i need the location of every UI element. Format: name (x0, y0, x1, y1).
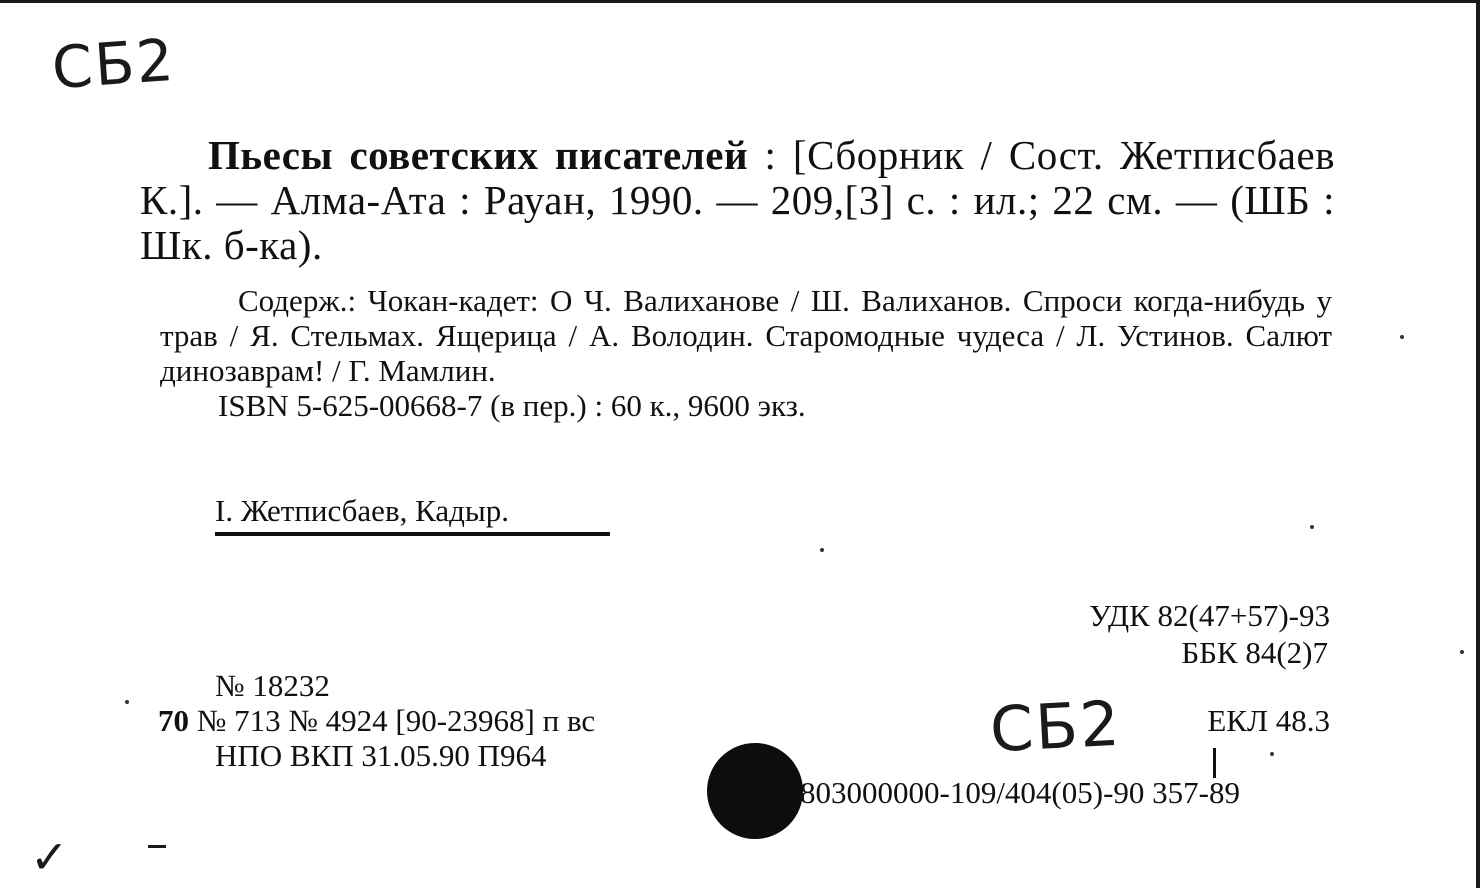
ekl-code: ЕКЛ 48.3 (1207, 703, 1330, 738)
main-description (140, 133, 1335, 268)
contents-note: Содерж.: Чокан-кадет: О Ч. Валиханове / Ш. Валиханов. Спроси когда-нибудь у трав / Я. Стельмах. Ящерица / А. Володин. Старомодные чудеса / Л. Устинов. Салют динозаврам! / Г. Мамлин. (160, 283, 1332, 388)
added-entry: I. Жетписбаев, Кадыр. (215, 493, 509, 528)
pencil-tick-mark (1213, 748, 1216, 778)
scan-speck (820, 548, 824, 552)
udk-code: УДК 82(47+57)-93 (1089, 598, 1330, 633)
handwritten-shelfmark-middle: СБ2 (988, 686, 1124, 767)
card-top-edge (0, 0, 1480, 3)
card-number: № 18232 (215, 668, 330, 703)
isbn-line: ISBN 5-625-00668-7 (в пер.) : 60 к., 9600 экз. (218, 388, 806, 423)
card-right-edge (1476, 0, 1480, 888)
pencil-dash-mark (148, 845, 166, 848)
handwritten-shelfmark-top: СБ2 (49, 25, 178, 103)
bbk-code: ББК 84(2)7 (1181, 635, 1328, 670)
added-entry-underline (215, 532, 610, 536)
scan-speck (1270, 752, 1274, 756)
publisher-imprint: НПО ВКП 31.05.90 П964 (215, 738, 547, 773)
scan-speck (125, 700, 129, 704)
main-description-rest: : [Сборник / Сост. Жетписбаев К.]. — Алма-Ата : Рауан, 1990. — 209,[3] с. : ил.; 22 см. — (ШБ : Шк. б-ка). (140, 132, 1336, 268)
print-order-line (158, 703, 595, 738)
punch-hole (707, 743, 803, 839)
book-title: Пьесы советских писателей (208, 132, 749, 178)
scan-speck (1460, 650, 1464, 654)
print-order-rest: № 713 № 4924 [90-23968] п вс (189, 703, 596, 738)
check-mark-icon: ✓ (30, 830, 69, 884)
catalog-code-line: 803000000-109/404(05)-90 357-89 (800, 775, 1240, 810)
scan-speck (1400, 335, 1404, 339)
scan-speck (1310, 525, 1314, 529)
print-order-prefix: 70 (158, 703, 189, 738)
